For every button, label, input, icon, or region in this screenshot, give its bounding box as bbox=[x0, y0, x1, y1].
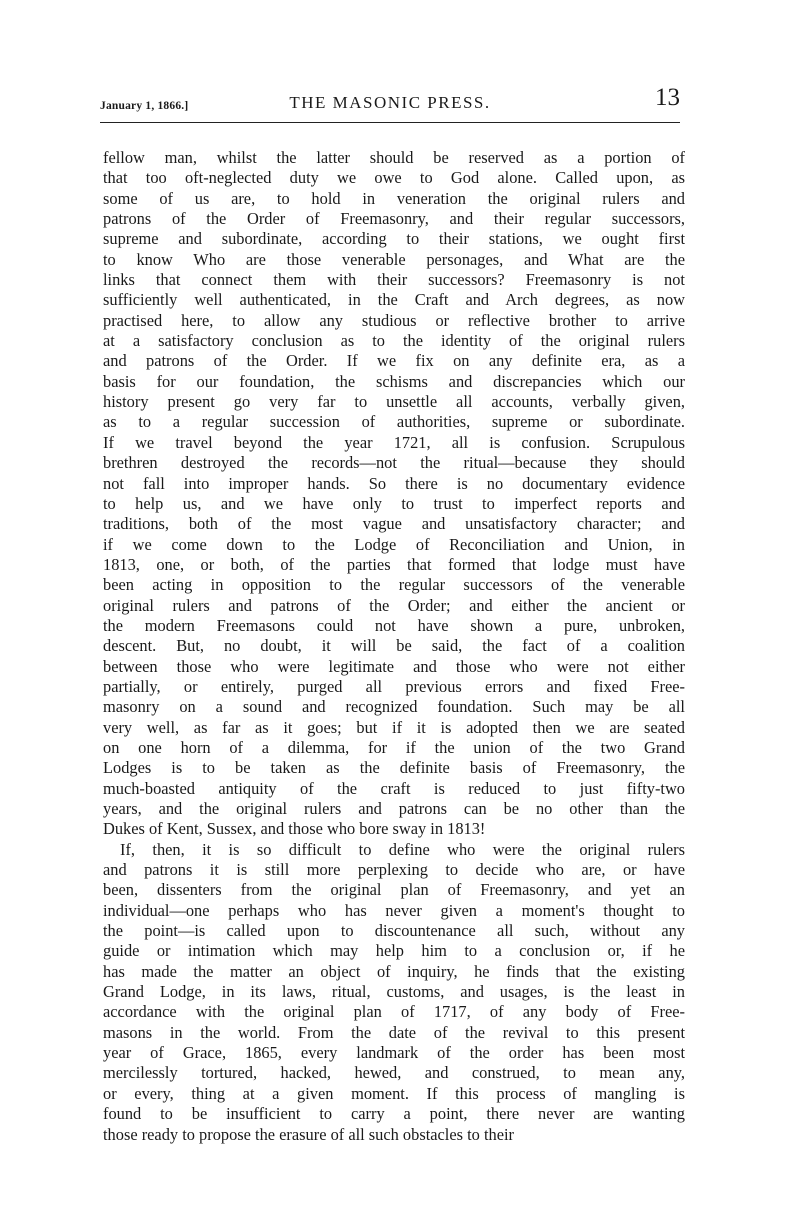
text-line: year of Grace, 1865, every landmark of the order has been most bbox=[103, 1043, 685, 1063]
text-line: those ready to propose the erasure of all such obstacles to their bbox=[103, 1124, 514, 1144]
text-line: fellow man, whilst the latter should be reserved as a portion of bbox=[103, 148, 685, 167]
header-date: January 1, 1866.] bbox=[100, 100, 189, 112]
paragraph bbox=[103, 840, 685, 1145]
text-line: Lodges is to be taken as the definite basis of Freemasonry, the bbox=[103, 758, 685, 778]
text-line: patrons of the Order of Freemasonry, and their regular successors, bbox=[103, 209, 685, 229]
text-line: traditions, both of the most vague and unsatisfactory character; and bbox=[103, 514, 685, 534]
text-line: original rulers and patrons of the Order; and either the ancient or bbox=[103, 595, 685, 615]
text-line: the modern Freemasons could not have shown a pure, unbroken, bbox=[103, 615, 685, 635]
header-rule bbox=[100, 122, 680, 123]
text-line: descent. But, no doubt, it will be said, the fact of a coalition bbox=[103, 636, 685, 656]
text-line: some of us are, to hold in veneration the original rulers and bbox=[103, 188, 685, 208]
text-line: as to a regular succession of authorities, supreme or subordinate. bbox=[103, 412, 685, 432]
text-line: has made the matter an object of inquiry, he finds that the existing bbox=[103, 961, 685, 981]
running-header bbox=[100, 82, 680, 112]
text-line: and patrons of the Order. If we fix on any definite era, as a bbox=[103, 351, 685, 371]
page-number: 13 bbox=[655, 84, 680, 111]
text-line: links that connect them with their successors? Freemasonry is not bbox=[103, 270, 685, 290]
text-line: supreme and subordinate, according to their stations, we ought first bbox=[103, 229, 685, 249]
text-line: individual—one perhaps who has never given a moment's thought to bbox=[103, 900, 685, 920]
text-line: practised here, to allow any studious or reflective brother to arrive bbox=[103, 310, 685, 330]
text-line: years, and the original rulers and patrons can be no other than the bbox=[103, 799, 685, 818]
text-line: on one horn of a dilemma, for if the union of the two Grand bbox=[103, 737, 685, 757]
text-line: partially, or entirely, purged all previous errors and fixed Free- bbox=[103, 676, 685, 696]
text-line: and patrons it is still more perplexing to decide who are, or have bbox=[103, 860, 685, 880]
text-line: masons in the world. From the date of the revival to this present bbox=[103, 1022, 685, 1042]
text-line: Grand Lodge, in its laws, ritual, customs, and usages, is the least in bbox=[103, 982, 685, 1002]
text-line: history present go very far to unsettle all accounts, verbally given, bbox=[103, 392, 685, 412]
text-line: basis for our foundation, the schisms and discrepancies which our bbox=[103, 371, 685, 391]
text-line: If we travel beyond the year 1721, all is confusion. Scrupulous bbox=[103, 432, 685, 452]
text-line: very well, as far as it goes; but if it is adopted then we are seated bbox=[103, 717, 685, 737]
body-text bbox=[103, 148, 685, 1145]
text-line: to help us, and we have only to trust to imperfect reports and bbox=[103, 493, 685, 513]
text-line: much-boasted antiquity of the craft is reduced to just fifty-two bbox=[103, 778, 685, 798]
text-line: been acting in opposition to the regular successors of the venerable bbox=[103, 575, 685, 595]
text-line: to know Who are those venerable personages, and What are the bbox=[103, 249, 685, 269]
text-line: found to be insufficient to carry a point, there never are wanting bbox=[103, 1104, 685, 1124]
text-line: masonry on a sound and recognized foundation. Such may be all bbox=[103, 697, 685, 717]
text-line: sufficiently well authenticated, in the Craft and Arch degrees, as now bbox=[103, 290, 685, 310]
text-line: the point—is called upon to discountenance all such, without any bbox=[103, 921, 685, 941]
text-line: accordance with the original plan of 1717, of any body of Free- bbox=[103, 1002, 685, 1022]
text-line: guide or intimation which may help him to a conclusion or, if he bbox=[103, 941, 685, 961]
text-line: Dukes of Kent, Sussex, and those who bore sway in 1813! bbox=[103, 819, 486, 839]
text-line: at a satisfactory conclusion as to the identity of the original rulers bbox=[103, 331, 685, 351]
text-line: between those who were legitimate and those who were not either bbox=[103, 656, 685, 676]
text-line: mercilessly tortured, hacked, hewed, and construed, to mean any, bbox=[103, 1063, 685, 1083]
text-line: if we come down to the Lodge of Reconciliation and Union, in bbox=[103, 534, 685, 554]
text-line: brethren destroyed the records—not the ritual—because they should bbox=[103, 453, 685, 473]
text-line: not fall into improper hands. So there is no documentary evidence bbox=[103, 473, 685, 493]
text-line: or every, thing at a given moment. If this process of mangling is bbox=[103, 1083, 685, 1103]
text-line: been, dissenters from the original plan of Freemasonry, and yet an bbox=[103, 880, 685, 900]
text-line: 1813, one, or both, of the parties that formed that lodge must have bbox=[103, 554, 685, 574]
text-line: If, then, it is so difficult to define who were the original rulers bbox=[120, 839, 685, 859]
paragraph bbox=[103, 148, 685, 840]
text-line: that too oft-neglected duty we owe to God alone. Called upon, as bbox=[103, 168, 685, 188]
publication-title: THE MASONIC PRESS. bbox=[289, 93, 491, 112]
